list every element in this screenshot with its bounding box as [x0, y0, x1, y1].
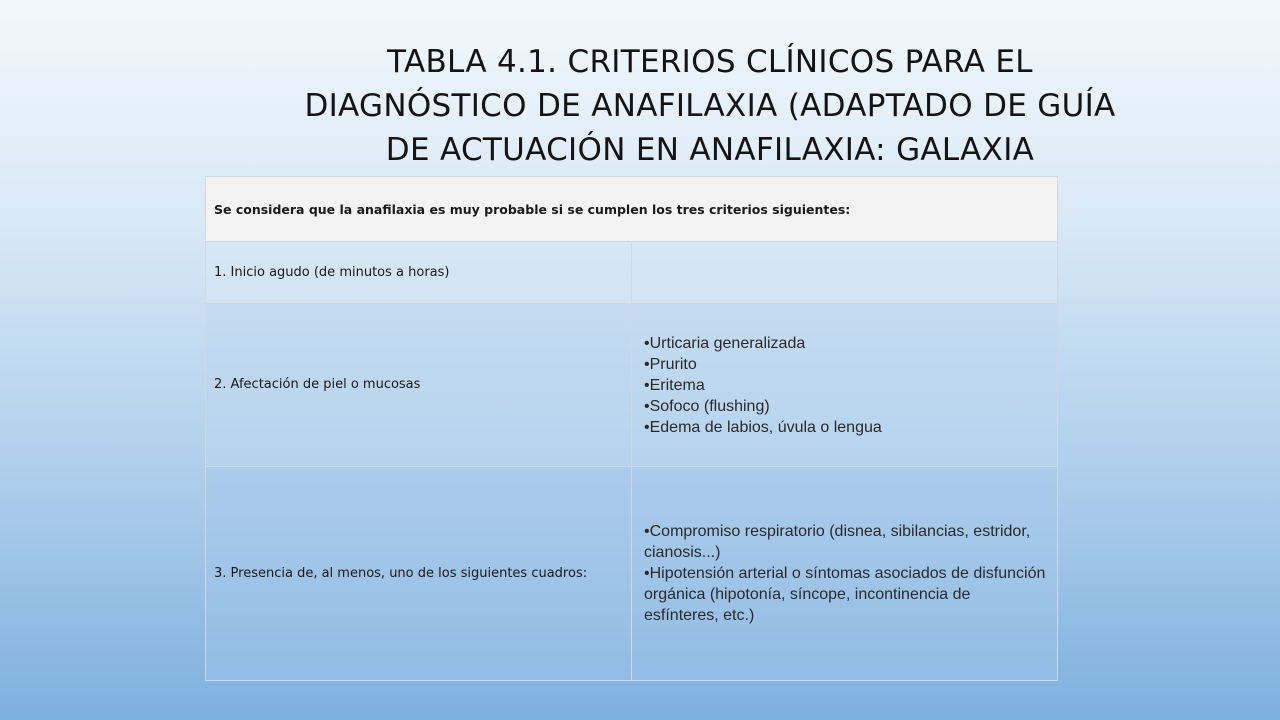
list-item-text: Compromiso respiratorio (disnea, sibilancias, estridor, cianosis...) — [644, 523, 1031, 561]
criterion-items — [640, 333, 1049, 438]
list-item-text: Edema de labios, úvula o lengua — [649, 418, 882, 436]
list-item-text: Eritema — [649, 376, 705, 394]
criteria-table — [205, 176, 1058, 681]
criterion-detail — [632, 242, 1058, 304]
criterion-detail — [632, 304, 1058, 467]
list-item-text: Hipotensión arterial o síntomas asociados de disfunción orgánica (hipotonía, síncope, incontinencia de esfínteres, etc.) — [644, 565, 1046, 624]
list-item — [644, 354, 1049, 375]
list-item-text: Sofoco (flushing) — [649, 397, 770, 415]
criterion-label: 2. Afectación de piel o mucosas — [206, 304, 632, 467]
list-item — [644, 375, 1049, 396]
criterion-label: 3. Presencia de, al menos, uno de los siguientes cuadros: — [206, 467, 632, 681]
list-item-text: Prurito — [649, 355, 697, 373]
table-header: Se considera que la anafilaxia es muy probable si se cumplen los tres criterios siguientes: — [206, 177, 1058, 242]
criterion-label: 1. Inicio agudo (de minutos a horas) — [206, 242, 632, 304]
table-row — [206, 467, 1058, 681]
slide-title: TABLA 4.1. CRITERIOS CLÍNICOS PARA EL DIAGNÓSTICO DE ANAFILAXIA (ADAPTADO DE GUÍA DE ACTUACIÓN EN ANAFILAXIA: GALAXIA — [304, 44, 1116, 168]
list-item — [644, 563, 1049, 626]
table-header-row — [206, 177, 1058, 242]
list-item — [644, 417, 1049, 438]
list-item-text: Urticaria generalizada — [649, 334, 806, 352]
table-row — [206, 242, 1058, 304]
list-item — [644, 333, 1049, 354]
criterion-detail — [632, 467, 1058, 681]
list-item — [644, 521, 1049, 563]
list-item — [644, 396, 1049, 417]
criterion-items — [640, 521, 1049, 626]
table-row — [206, 304, 1058, 467]
